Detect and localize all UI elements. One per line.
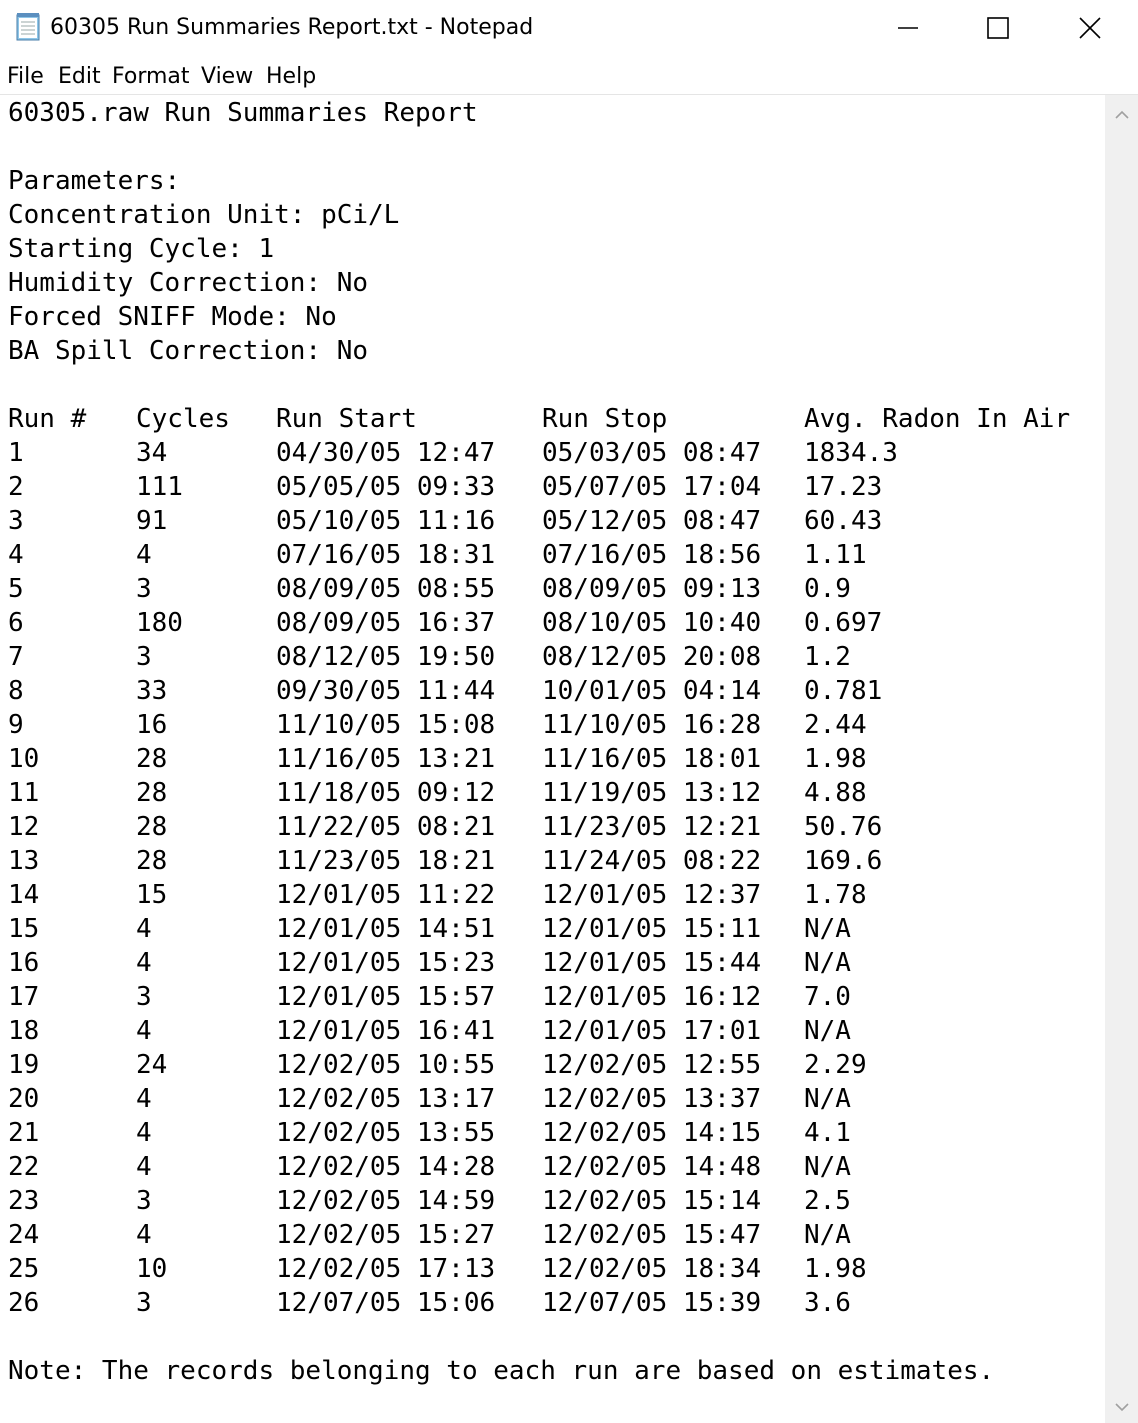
avg-radon-cell: 1.11 (804, 540, 867, 570)
run-start-cell: 05/10/05 11:16 (276, 506, 496, 536)
run-stop-cell: 12/02/05 14:48 (542, 1152, 762, 1182)
run-stop-cell: 12/01/05 12:37 (542, 880, 762, 910)
avg-radon-cell: 0.697 (804, 608, 883, 638)
cycles-cell: 28 (136, 846, 168, 876)
avg-radon-cell: 17.23 (804, 472, 883, 502)
avg-radon-cell: 1.98 (804, 744, 867, 774)
avg-radon-cell: 2.29 (804, 1050, 867, 1080)
cycles-cell: 28 (136, 744, 168, 774)
run-stop-cell: 05/03/05 08:47 (542, 438, 762, 468)
cycles-cell: 15 (136, 880, 168, 910)
run-number-cell: 15 (8, 914, 40, 944)
run-number-cell: 25 (8, 1254, 40, 1284)
header-run-number: Run # (8, 404, 87, 434)
run-start-cell: 12/02/05 13:17 (276, 1084, 496, 1114)
cycles-cell: 111 (136, 472, 183, 502)
note-line: Note: The records belonging to each run are based on estimates. (8, 1356, 995, 1386)
header-avg-radon: Avg. Radon In Air (804, 404, 1071, 434)
title-bar (0, 0, 1138, 56)
avg-radon-cell: N/A (804, 948, 851, 978)
maximize-button[interactable] (952, 0, 1044, 56)
cycles-cell: 3 (136, 574, 152, 604)
run-stop-cell: 12/01/05 16:12 (542, 982, 762, 1012)
run-start-cell: 12/02/05 14:28 (276, 1152, 496, 1182)
chevron-up-icon (1115, 110, 1129, 120)
run-stop-cell: 12/02/05 14:15 (542, 1118, 762, 1148)
run-start-cell: 12/01/05 15:23 (276, 948, 496, 978)
run-number-cell: 11 (8, 778, 40, 808)
menu-file[interactable]: File (7, 64, 44, 89)
avg-radon-cell: 60.43 (804, 506, 883, 536)
run-stop-cell: 11/10/05 16:28 (542, 710, 762, 740)
run-stop-cell: 12/02/05 15:14 (542, 1186, 762, 1216)
parameters-label: Parameters: (8, 166, 181, 196)
run-number-cell: 18 (8, 1016, 40, 1046)
run-number-cell: 8 (8, 676, 24, 706)
avg-radon-cell: N/A (804, 914, 851, 944)
run-start-cell: 12/01/05 11:22 (276, 880, 496, 910)
cycles-cell: 91 (136, 506, 168, 536)
run-stop-cell: 05/07/05 17:04 (542, 472, 762, 502)
run-number-cell: 1 (8, 438, 24, 468)
run-start-cell: 11/22/05 08:21 (276, 812, 496, 842)
run-stop-cell: 12/02/05 13:37 (542, 1084, 762, 1114)
avg-radon-cell: N/A (804, 1152, 851, 1182)
run-start-cell: 12/02/05 13:55 (276, 1118, 496, 1148)
run-start-cell: 09/30/05 11:44 (276, 676, 496, 706)
run-number-cell: 10 (8, 744, 40, 774)
avg-radon-cell: 4.1 (804, 1118, 851, 1148)
parameter-line: Humidity Correction: No (8, 268, 369, 298)
run-number-cell: 4 (8, 540, 24, 570)
run-number-cell: 9 (8, 710, 24, 740)
cycles-cell: 4 (136, 1152, 152, 1182)
cycles-cell: 4 (136, 1016, 152, 1046)
run-stop-cell: 12/01/05 17:01 (542, 1016, 762, 1046)
run-start-cell: 12/02/05 15:27 (276, 1220, 496, 1250)
run-number-cell: 2 (8, 472, 24, 502)
vertical-scrollbar[interactable] (1105, 95, 1138, 1423)
run-start-cell: 12/01/05 15:57 (276, 982, 496, 1012)
run-number-cell: 14 (8, 880, 40, 910)
run-stop-cell: 08/12/05 20:08 (542, 642, 762, 672)
avg-radon-cell: 1834.3 (804, 438, 898, 468)
run-start-cell: 11/23/05 18:21 (276, 846, 496, 876)
run-start-cell: 12/01/05 14:51 (276, 914, 496, 944)
maximize-icon (986, 16, 1010, 40)
cycles-cell: 4 (136, 948, 152, 978)
run-number-cell: 17 (8, 982, 40, 1012)
run-stop-cell: 05/12/05 08:47 (542, 506, 762, 536)
run-number-cell: 19 (8, 1050, 40, 1080)
run-stop-cell: 08/10/05 10:40 (542, 608, 762, 638)
avg-radon-cell: 1.98 (804, 1254, 867, 1284)
scroll-down-button[interactable] (1105, 1393, 1138, 1421)
run-start-cell: 12/07/05 15:06 (276, 1288, 496, 1318)
run-start-cell: 12/02/05 14:59 (276, 1186, 496, 1216)
cycles-cell: 28 (136, 778, 168, 808)
scroll-up-button[interactable] (1105, 101, 1138, 129)
chevron-down-icon (1115, 1402, 1129, 1412)
run-number-cell: 12 (8, 812, 40, 842)
cycles-cell: 34 (136, 438, 168, 468)
run-start-cell: 08/09/05 16:37 (276, 608, 496, 638)
avg-radon-cell: 1.78 (804, 880, 867, 910)
run-number-cell: 5 (8, 574, 24, 604)
avg-radon-cell: N/A (804, 1016, 851, 1046)
parameter-line: BA Spill Correction: No (8, 336, 369, 366)
run-stop-cell: 12/02/05 15:47 (542, 1220, 762, 1250)
run-number-cell: 7 (8, 642, 24, 672)
cycles-cell: 180 (136, 608, 183, 638)
run-stop-cell: 11/23/05 12:21 (542, 812, 762, 842)
avg-radon-cell: N/A (804, 1220, 851, 1250)
cycles-cell: 4 (136, 1118, 152, 1148)
run-start-cell: 08/09/05 08:55 (276, 574, 496, 604)
run-number-cell: 23 (8, 1186, 40, 1216)
cycles-cell: 3 (136, 1288, 152, 1318)
close-button[interactable] (1044, 0, 1136, 56)
run-start-cell: 11/16/05 13:21 (276, 744, 496, 774)
cycles-cell: 4 (136, 1220, 152, 1250)
run-start-cell: 11/10/05 15:08 (276, 710, 496, 740)
run-stop-cell: 11/16/05 18:01 (542, 744, 762, 774)
text-editor[interactable] (0, 95, 1105, 1423)
cycles-cell: 28 (136, 812, 168, 842)
run-number-cell: 24 (8, 1220, 40, 1250)
menu-format[interactable]: Format (112, 64, 190, 89)
minimize-icon (896, 16, 920, 40)
cycles-cell: 33 (136, 676, 168, 706)
run-number-cell: 21 (8, 1118, 40, 1148)
cycles-cell: 10 (136, 1254, 168, 1284)
cycles-cell: 4 (136, 540, 152, 570)
cycles-cell: 3 (136, 982, 152, 1012)
avg-radon-cell: N/A (804, 1084, 851, 1114)
header-run-stop: Run Stop (542, 404, 668, 434)
run-stop-cell: 11/24/05 08:22 (542, 846, 762, 876)
cycles-cell: 3 (136, 1186, 152, 1216)
run-start-cell: 08/12/05 19:50 (276, 642, 496, 672)
parameter-line: Starting Cycle: 1 (8, 234, 275, 264)
avg-radon-cell: 0.781 (804, 676, 883, 706)
cycles-cell: 4 (136, 1084, 152, 1114)
avg-radon-cell: 2.44 (804, 710, 867, 740)
notepad-icon (13, 12, 43, 42)
run-start-cell: 12/02/05 10:55 (276, 1050, 496, 1080)
run-stop-cell: 12/02/05 12:55 (542, 1050, 762, 1080)
run-start-cell: 11/18/05 09:12 (276, 778, 496, 808)
parameter-line: Forced SNIFF Mode: No (8, 302, 337, 332)
minimize-button[interactable] (862, 0, 954, 56)
avg-radon-cell: 50.76 (804, 812, 883, 842)
run-start-cell: 04/30/05 12:47 (276, 438, 496, 468)
header-cycles: Cycles (136, 404, 230, 434)
cycles-cell: 3 (136, 642, 152, 672)
run-number-cell: 16 (8, 948, 40, 978)
run-stop-cell: 12/01/05 15:11 (542, 914, 762, 944)
run-stop-cell: 12/01/05 15:44 (542, 948, 762, 978)
run-number-cell: 26 (8, 1288, 40, 1318)
avg-radon-cell: 169.6 (804, 846, 883, 876)
run-number-cell: 3 (8, 506, 24, 536)
avg-radon-cell: 1.2 (804, 642, 851, 672)
menu-edit[interactable]: Edit (58, 64, 101, 89)
header-run-start: Run Start (276, 404, 417, 434)
run-number-cell: 6 (8, 608, 24, 638)
window-title: 60305 Run Summaries Report.txt - Notepad (50, 15, 534, 40)
run-number-cell: 22 (8, 1152, 40, 1182)
report-heading: 60305.raw Run Summaries Report (8, 98, 478, 128)
cycles-cell: 4 (136, 914, 152, 944)
run-start-cell: 12/02/05 17:13 (276, 1254, 496, 1284)
run-stop-cell: 12/02/05 18:34 (542, 1254, 762, 1284)
avg-radon-cell: 0.9 (804, 574, 851, 604)
avg-radon-cell: 2.5 (804, 1186, 851, 1216)
run-stop-cell: 10/01/05 04:14 (542, 676, 762, 706)
run-start-cell: 05/05/05 09:33 (276, 472, 496, 502)
run-stop-cell: 12/07/05 15:39 (542, 1288, 762, 1318)
cycles-cell: 24 (136, 1050, 168, 1080)
menu-help[interactable]: Help (266, 64, 317, 89)
avg-radon-cell: 4.88 (804, 778, 867, 808)
run-start-cell: 07/16/05 18:31 (276, 540, 496, 570)
run-stop-cell: 07/16/05 18:56 (542, 540, 762, 570)
run-stop-cell: 11/19/05 13:12 (542, 778, 762, 808)
run-stop-cell: 08/09/05 09:13 (542, 574, 762, 604)
run-start-cell: 12/01/05 16:41 (276, 1016, 496, 1046)
avg-radon-cell: 3.6 (804, 1288, 851, 1318)
cycles-cell: 16 (136, 710, 168, 740)
close-icon (1078, 16, 1102, 40)
menu-view[interactable]: View (201, 64, 254, 89)
avg-radon-cell: 7.0 (804, 982, 851, 1012)
run-number-cell: 13 (8, 846, 40, 876)
parameter-line: Concentration Unit: pCi/L (8, 200, 400, 230)
menu-bar (0, 58, 1138, 94)
run-number-cell: 20 (8, 1084, 40, 1114)
